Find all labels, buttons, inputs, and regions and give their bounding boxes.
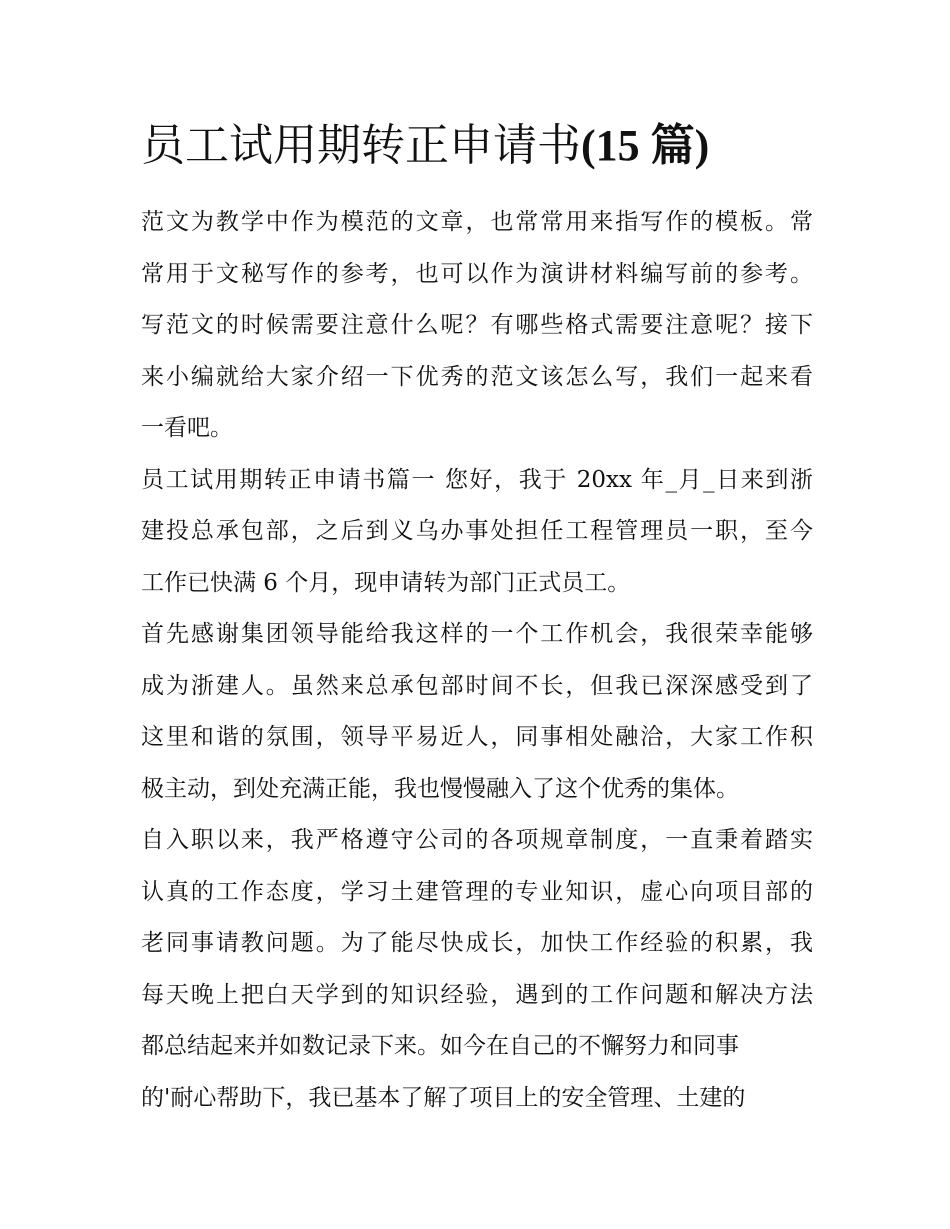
paragraph-line: 自入职以来，我严格遵守公司的各项规章制度，一直秉着踏实 [141, 827, 813, 853]
paragraph-line: 首先感谢集团领导能给我这样的一个工作机会，我很荣幸能够 [141, 621, 813, 647]
paragraph-line: 老同事请教问题。为了能尽快成长，加快工作经验的积累，我 [141, 930, 813, 956]
paragraph-line: 的'耐心帮助下，我已基本了解了项目上的安全管理、土建的 [141, 1084, 746, 1111]
paragraph-line: 工作已快满 6 个月，现申请转为部门正式员工。 [141, 569, 631, 596]
paragraph-line: 范文为教学中作为模范的文章，也常常用来指写作的模板。常 [141, 209, 813, 235]
paragraph-line: 一看吧。 [141, 415, 233, 441]
paragraph-line: 这里和谐的氛围，领导平易近人，同事相处融洽，大家工作积 [141, 724, 813, 750]
paragraph-line: 员工试用期转正申请书篇一 您好，我于 20xx 年_月_日来到浙 [141, 466, 813, 493]
paragraph-line: 成为浙建人。虽然来总承包部时间不长，但我已深深感受到了 [141, 672, 813, 699]
document-body [141, 197, 813, 1124]
title-suffix: (15 篇) [581, 121, 710, 170]
paragraph-line: 都总结起来并如数记录下来。如今在自己的不懈努力和同事 [141, 1033, 739, 1059]
paragraph-line: 来小编就给大家介绍一下优秀的范文该怎么写，我们一起来看 [141, 363, 813, 390]
paragraph-line: 认真的工作态度，学习土建管理的专业知识，虚心向项目部的 [141, 878, 813, 905]
paragraph-line: 常用于文秘写作的参考，也可以作为演讲材料编写前的参考。 [141, 260, 813, 287]
paragraph-line: 极主动，到处充满正能，我也慢慢融入了这个优秀的集体。 [141, 775, 739, 802]
paragraph-line: 建投总承包部，之后到义乌办事处担任工程管理员一职，至今 [141, 518, 813, 544]
paragraph-line: 写范文的时候需要注意什么呢？有哪些格式需要注意呢？接下 [141, 312, 813, 338]
document-title [141, 116, 841, 176]
title-main: 员工试用期转正申请书 [141, 120, 581, 171]
paragraph-line: 每天晚上把白天学到的知识经验，遇到的工作问题和解决方法 [141, 981, 813, 1008]
